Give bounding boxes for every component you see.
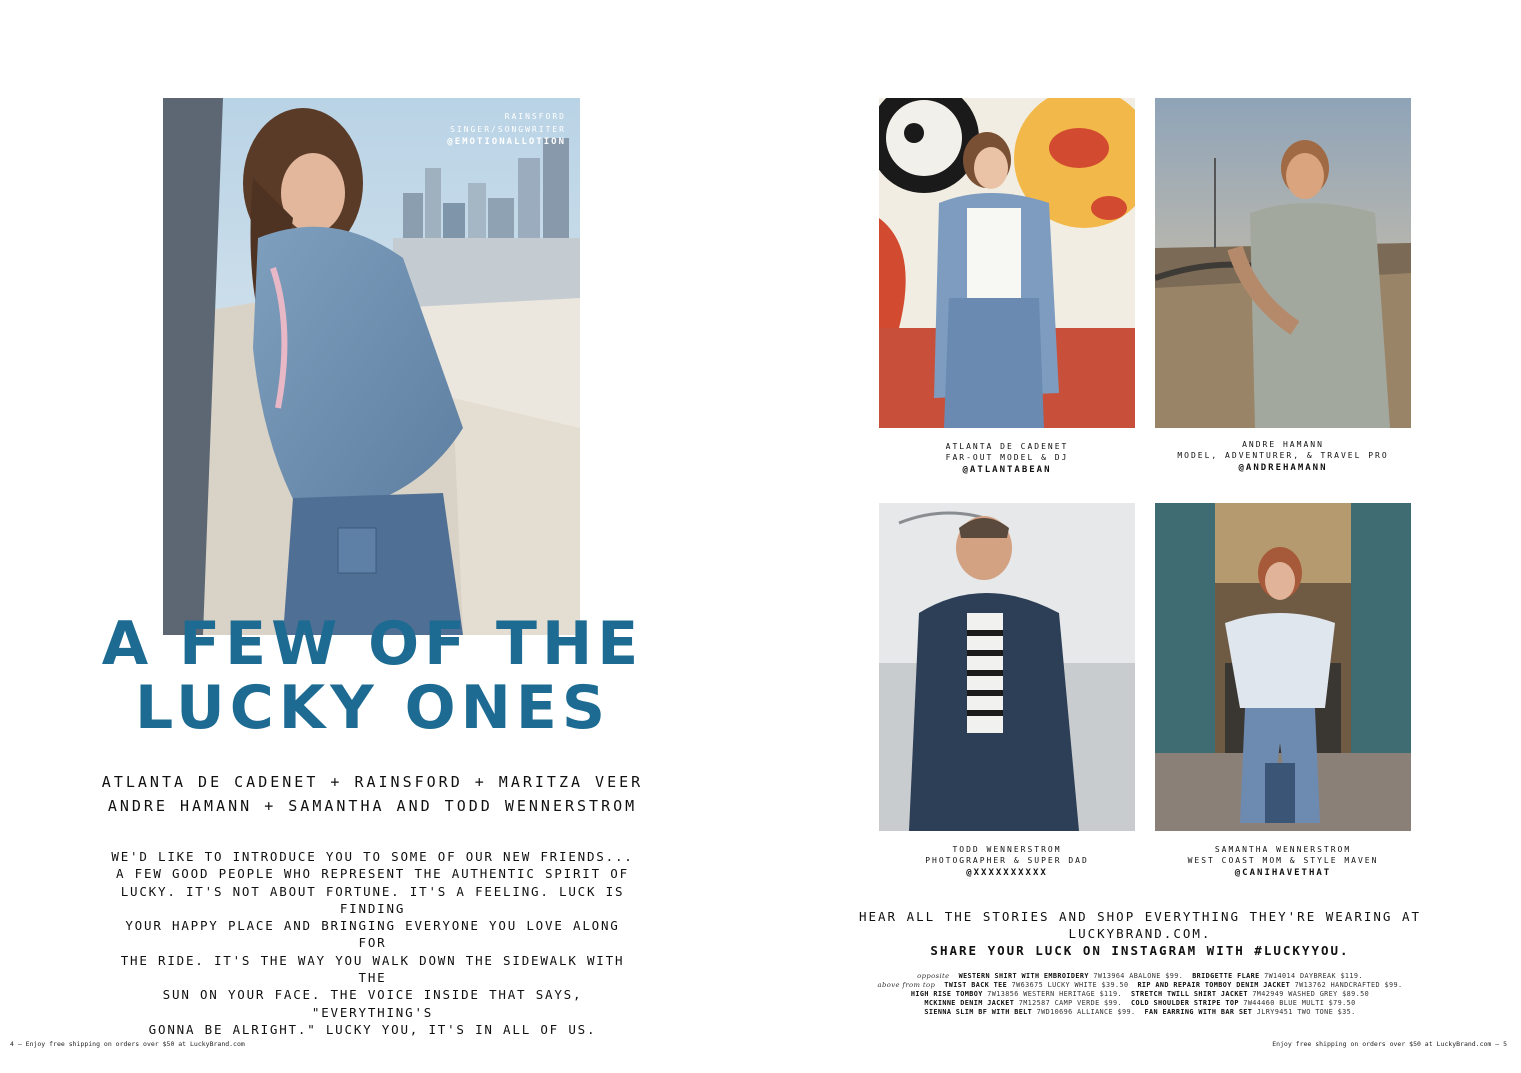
footer-left: 4 — Enjoy free shipping on orders over $50 at LuckyBrand.com <box>10 1040 245 1048</box>
credit-lead: above from top <box>877 981 936 989</box>
credit-product: COLD SHOULDER STRIPE TOP <box>1131 999 1239 1007</box>
portrait-role: MODEL, ADVENTURER, & TRAVEL PRO <box>1177 451 1389 460</box>
caption-handle[interactable]: @EMOTIONALLOTION <box>447 137 566 147</box>
portrait-handle[interactable]: @ATLANTABEAN <box>962 465 1052 475</box>
intro-line: A FEW GOOD PEOPLE WHO REPRESENT THE AUTHENTIC SPIRIT OF <box>116 866 629 882</box>
intro-line: WE'D LIKE TO INTRODUCE YOU TO SOME OF OUR NEW FRIENDS... <box>111 849 634 864</box>
main-photo-caption <box>447 110 566 149</box>
credit-detail: 7WD10696 ALLIANCE $99. <box>1036 1008 1136 1016</box>
main-photo-rainsford <box>163 98 580 635</box>
portrait-photo-atlanta <box>879 98 1135 428</box>
credit-line <box>820 972 1460 981</box>
credit-line <box>820 990 1460 999</box>
credit-detail: 7W63675 LUCKY WHITE $39.50 <box>1011 981 1129 989</box>
portrait-caption-todd <box>879 844 1135 879</box>
credit-detail: 7W13856 WESTERN HERITAGE $119. <box>987 990 1123 998</box>
title-line-1: A FEW OF THE <box>101 609 644 679</box>
portrait-handle[interactable]: @XXXXXXXXXX <box>966 868 1048 878</box>
intro-line: THE RIDE. IT'S THE WAY YOU WALK DOWN THE SIDEWALK WITH THE <box>120 952 625 986</box>
main-photo-illustration <box>163 98 580 635</box>
credit-product: WESTERN SHIRT WITH EMBROIDERY <box>958 972 1089 980</box>
credit-detail: JLRY9451 TWO TONE $35. <box>1256 1008 1356 1016</box>
credit-detail: 7W44460 BLUE MULTI $79.50 <box>1243 999 1356 1007</box>
names-line-2: ANDRE HAMANN + SAMANTHA AND TODD WENNERSTROM <box>107 797 638 815</box>
portrait-photo-andre <box>1155 98 1411 428</box>
caption-name: RAINSFORD <box>504 112 566 121</box>
credit-line <box>820 999 1460 1008</box>
share-line: SHARE YOUR LUCK ON INSTAGRAM WITH #LUCKYYOU. <box>930 943 1350 958</box>
credit-detail: 7M12587 CAMP VERDE $99. <box>1018 999 1123 1007</box>
portrait-name: TODD WENNERSTROM <box>952 845 1062 854</box>
credit-line <box>820 981 1460 990</box>
intro-line: SUN ON YOUR FACE. THE VOICE INSIDE THAT SAYS, "EVERYTHING'S <box>162 987 583 1020</box>
portrait-photo-samantha <box>1155 503 1411 831</box>
page-title <box>100 609 645 743</box>
intro-paragraph <box>110 848 635 1038</box>
credit-product: MCKINNE DENIM JACKET <box>924 999 1015 1007</box>
portrait-handle[interactable]: @CANIHAVETHAT <box>1234 868 1332 878</box>
credit-detail: 7W13964 ABALONE $99. <box>1093 972 1184 980</box>
portrait-name: SAMANTHA WENNERSTROM <box>1214 845 1352 854</box>
credit-detail: 7W13762 HANDCRAFTED $99. <box>1294 981 1403 989</box>
portrait-name: ATLANTA DE CADENET <box>945 442 1069 451</box>
portrait-caption-andre <box>1155 439 1411 474</box>
product-credits <box>820 972 1460 1017</box>
portrait-illustration <box>879 98 1135 428</box>
portrait-caption-samantha <box>1155 844 1411 879</box>
portrait-name: ANDRE HAMANN <box>1242 440 1324 449</box>
credit-product: SIENNA SLIM BF WITH BELT <box>924 1008 1033 1016</box>
credit-line <box>820 1008 1460 1017</box>
intro-line: LUCKY. IT'S NOT ABOUT FORTUNE. IT'S A FEELING. LUCK IS FINDING <box>120 883 625 916</box>
portrait-illustration <box>879 503 1135 831</box>
portrait-illustration <box>1155 503 1411 831</box>
portrait-handle[interactable]: @ANDREHAMANN <box>1238 463 1328 473</box>
credit-product: HIGH RISE TOMBOY <box>910 990 983 998</box>
credit-product: STRETCH TWILL SHIRT JACKET <box>1131 990 1248 998</box>
credit-product: RIP AND REPAIR TOMBOY DENIM JACKET <box>1137 981 1291 989</box>
shop-callout <box>790 908 1490 959</box>
featured-names <box>100 770 645 818</box>
title-line-2: LUCKY ONES <box>134 673 611 743</box>
hear-line[interactable]: HEAR ALL THE STORIES AND SHOP EVERYTHING THEY'RE WEARING AT LUCKYBRAND.COM. <box>858 909 1421 941</box>
portrait-photo-todd <box>879 503 1135 831</box>
portrait-role: PHOTOGRAPHER & SUPER DAD <box>925 856 1089 865</box>
portrait-role: FAR-OUT MODEL & DJ <box>945 453 1069 462</box>
intro-line: YOUR HAPPY PLACE AND BRINGING EVERYONE YOU LOVE ALONG FOR <box>125 918 620 951</box>
names-line-1: ATLANTA DE CADENET + RAINSFORD + MARITZA VEER <box>101 773 644 791</box>
portrait-caption-atlanta <box>879 441 1135 476</box>
credit-detail: 7M42949 WASHED GREY $89.50 <box>1252 990 1370 998</box>
credit-detail: 7W14014 DAYBREAK $119. <box>1264 972 1363 980</box>
credit-product: TWIST BACK TEE <box>944 981 1008 989</box>
portrait-illustration <box>1155 98 1411 428</box>
footer-right: Enjoy free shipping on orders over $50 at LuckyBrand.com — 5 <box>1272 1040 1507 1048</box>
portrait-role: WEST COAST MOM & STYLE MAVEN <box>1187 856 1379 865</box>
credit-lead: opposite <box>917 972 950 980</box>
credit-product: BRIDGETTE FLARE <box>1192 972 1260 980</box>
intro-line: GONNA BE ALRIGHT." LUCKY YOU, IT'S IN ALL OF US. <box>148 1021 597 1037</box>
caption-role: SINGER/SONGWRITER <box>450 125 566 134</box>
credit-product: FAN EARRING WITH BAR SET <box>1144 1008 1253 1016</box>
